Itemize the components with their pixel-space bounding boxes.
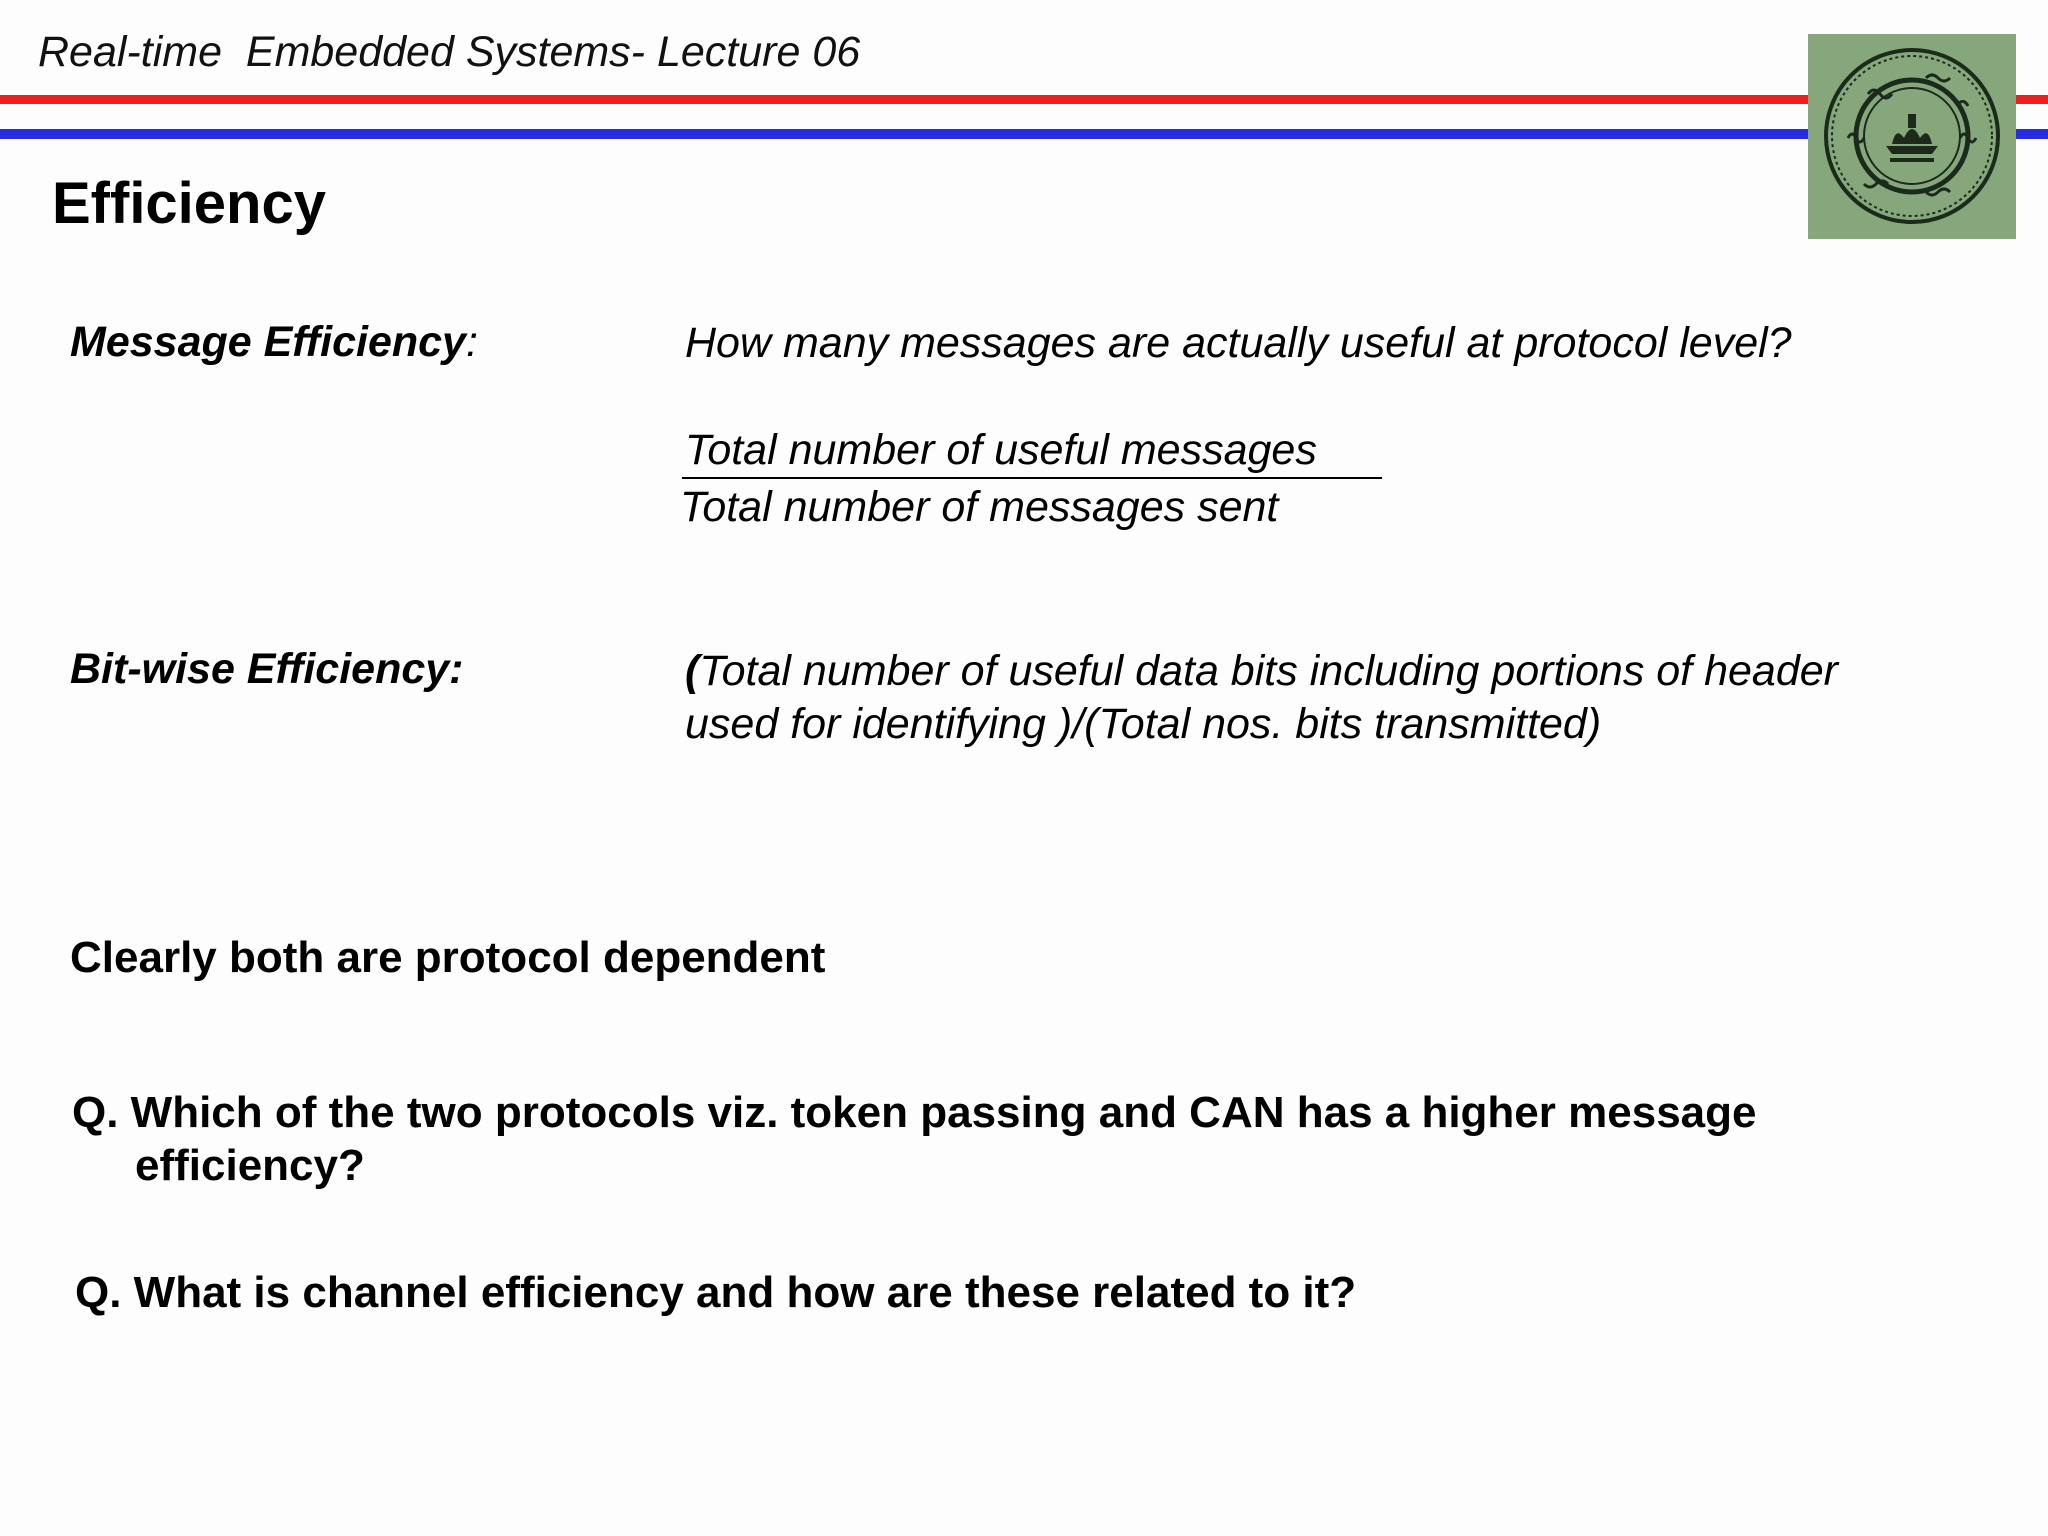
- message-efficiency-question: How many messages are actually useful at protocol level?: [685, 319, 1792, 367]
- lecture-header-title: Real-time Embedded Systems- Lecture 06: [38, 28, 861, 76]
- fraction-numerator: Total number of useful messages: [685, 426, 1317, 474]
- question-channel-efficiency: Q. What is channel efficiency and how are these related to it?: [75, 1268, 1357, 1317]
- bitwise-open-paren: (: [685, 647, 700, 695]
- slide-title: Efficiency: [52, 171, 326, 236]
- header-rule-gap: [0, 104, 2048, 129]
- bitwise-efficiency-label: Bit-wise Efficiency:: [70, 645, 464, 693]
- question-1-line1: Q. Which of the two protocols viz. token passing and CAN has a higher message: [72, 1088, 1757, 1137]
- header-red-rule: [0, 95, 2048, 104]
- question-message-efficiency: [72, 1086, 1872, 1192]
- header-blue-rule: [0, 129, 2048, 139]
- message-efficiency-colon: :: [465, 318, 478, 366]
- bitwise-definition-line1: [685, 645, 1975, 698]
- message-efficiency-label-text: Message Efficiency: [70, 318, 466, 366]
- university-seal-logo: [1808, 34, 2016, 239]
- bitwise-efficiency-definition: [685, 645, 1975, 751]
- message-efficiency-label: [70, 318, 478, 367]
- fraction-denominator: Total number of messages sent: [680, 483, 1279, 531]
- protocol-dependence-statement: Clearly both are protocol dependent: [70, 933, 826, 982]
- fraction-bar: [682, 477, 1382, 479]
- question-1-line2: efficiency?: [135, 1141, 365, 1190]
- bitwise-definition-line2: used for identifying )/(Total nos. bits transmitted): [685, 700, 1602, 748]
- bitwise-definition-line1-text: Total number of useful data bits including portions of header: [699, 647, 1838, 695]
